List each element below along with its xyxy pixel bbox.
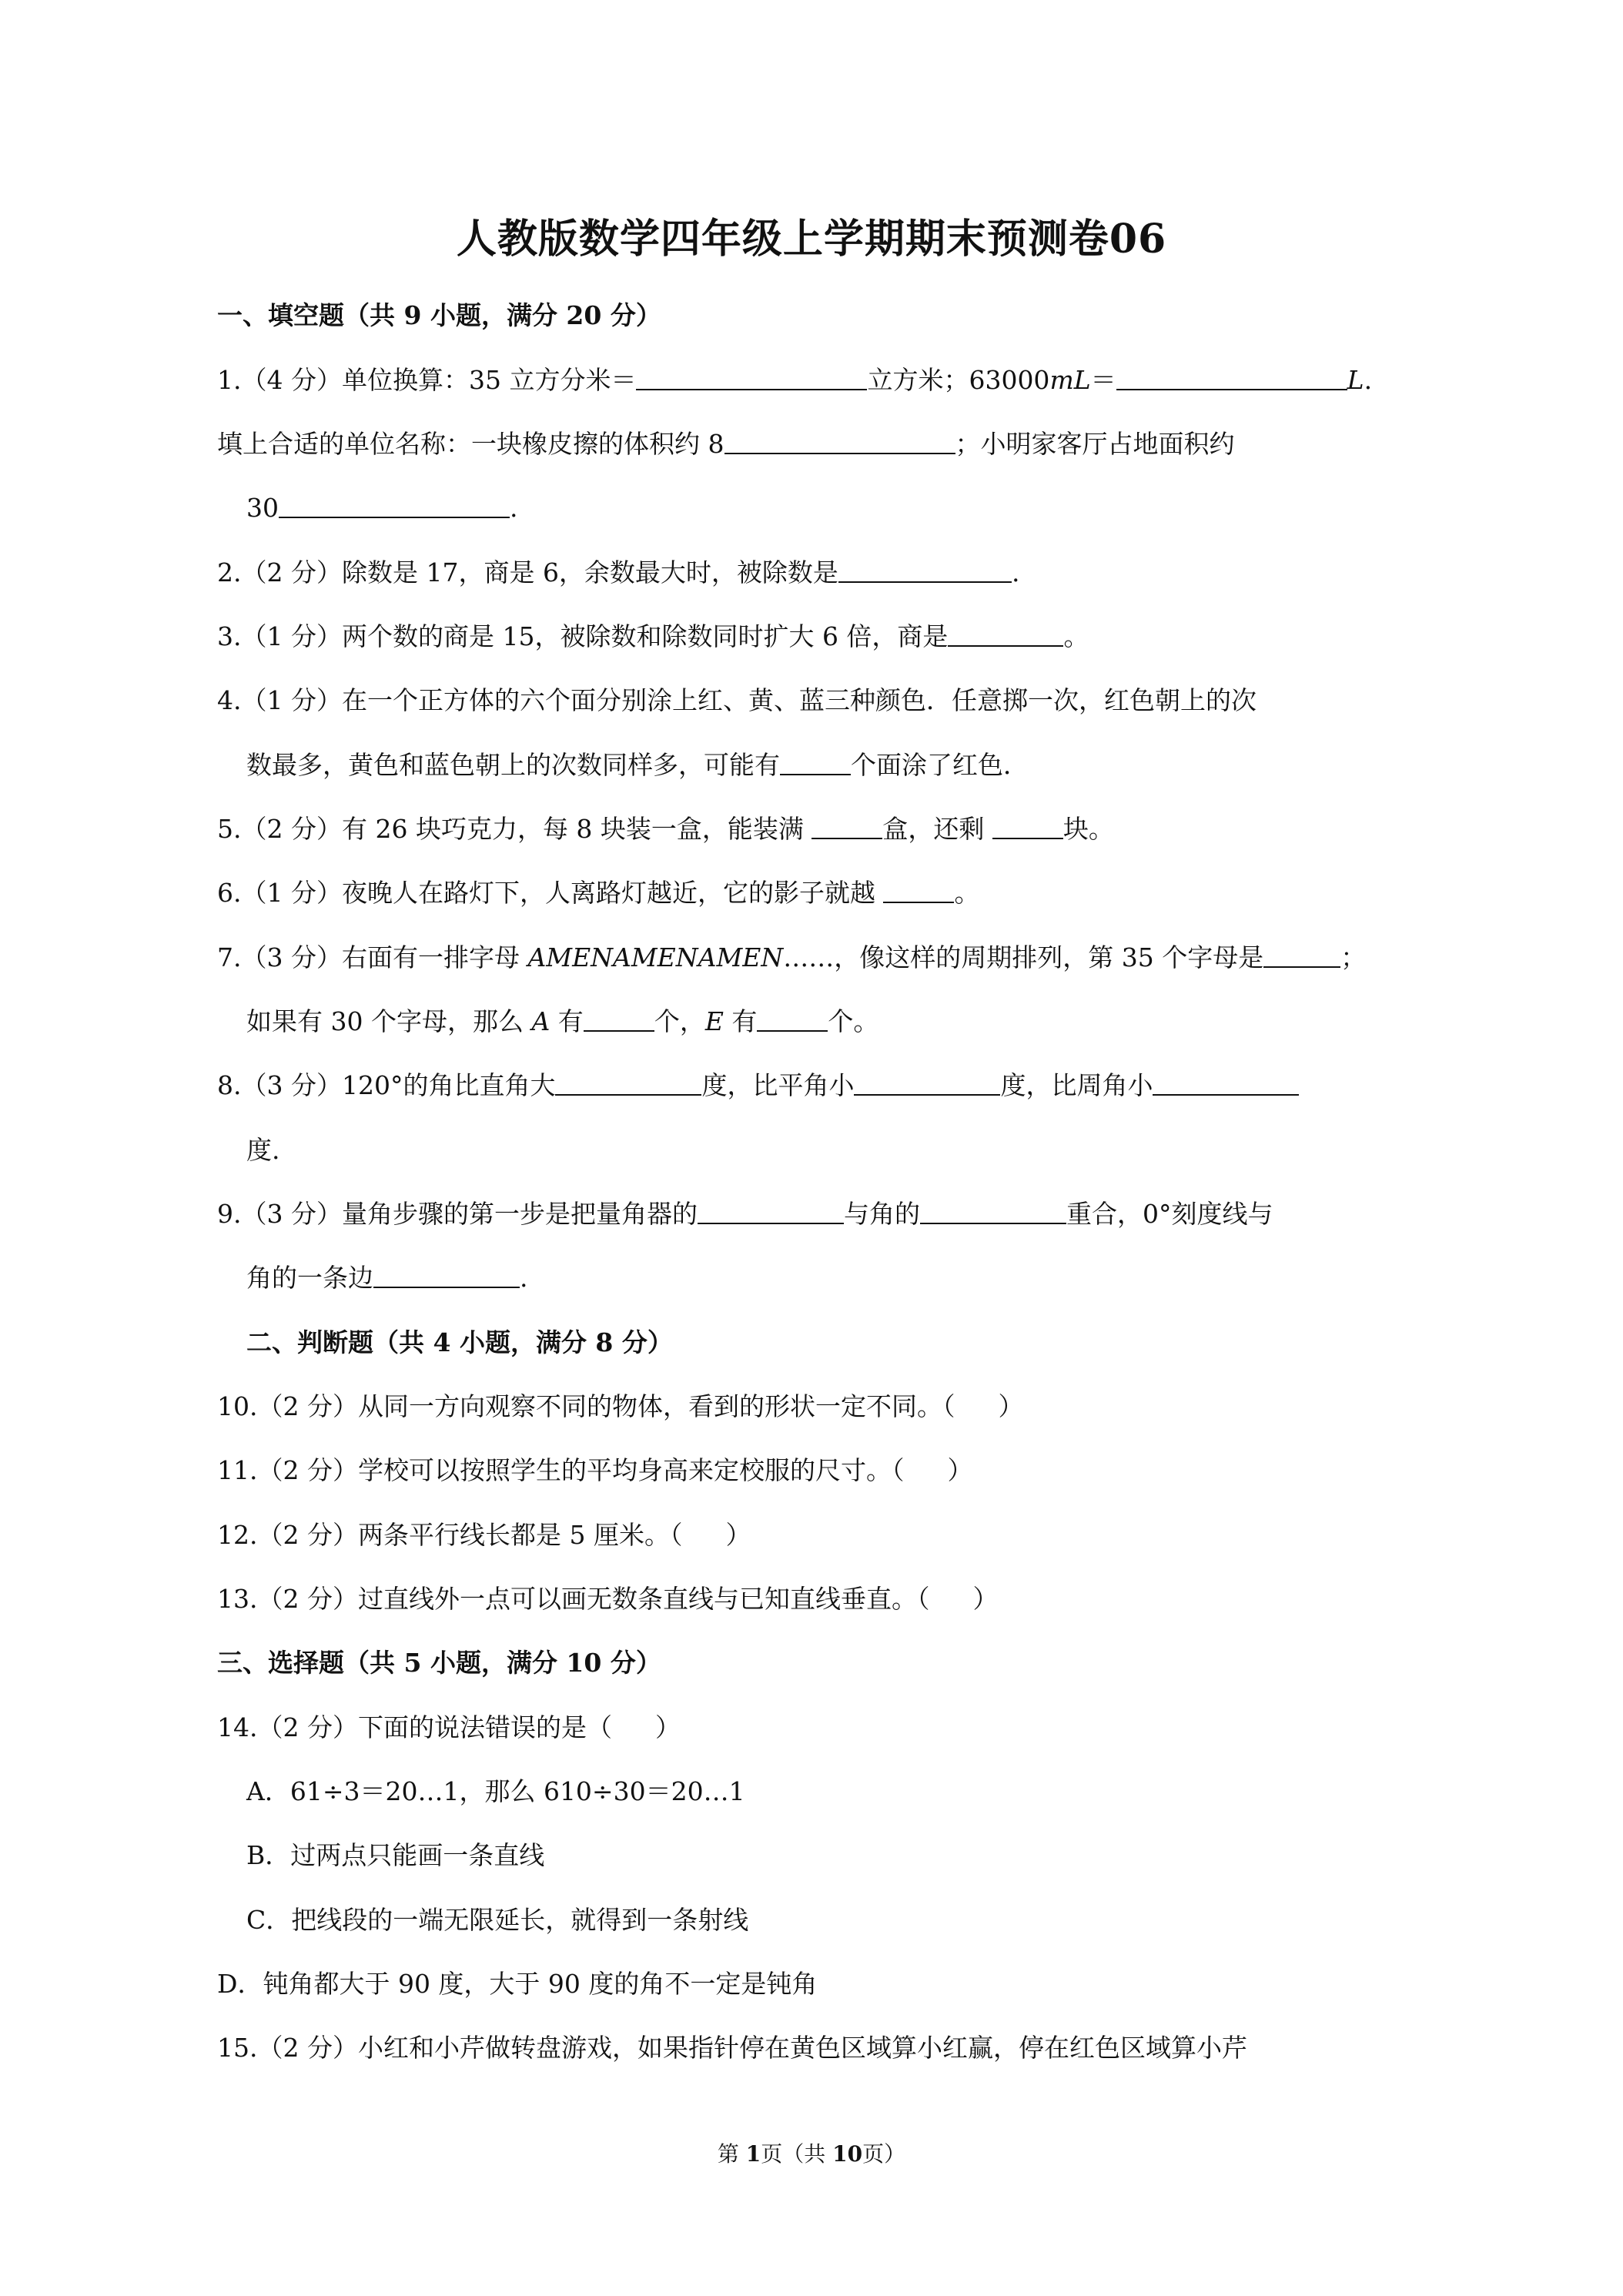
question-7-line-1: 7.（3 分）右面有一排字母 AMENAMENAMEN……，像这样的周期排列，第 35 个字母是 ； [217,942,1367,972]
section-heading-true-false: 二、判断题（共 4 小题，满分 8 分） [246,1327,673,1357]
question-7-line-2: 如果有 30 个字母，那么 A 有 个，E 有 个。 [246,1006,879,1036]
answer-blank[interactable] [780,751,851,775]
question-13: 13.（2 分）过直线外一点可以画无数条直线与已知直线垂直。（ ） [217,1584,999,1614]
question-8-line-1: 8.（3 分）120°的角比直角大 度，比平角小 度，比周角小 [217,1069,1403,1103]
question-1-line-2: 填上合适的单位名称：一块橡皮擦的体积约 8 ；小明家客厅占地面积约 [217,429,1235,459]
page-number-footer: 第 1页（共 10页） [717,2141,906,2167]
answer-blank[interactable] [555,1071,701,1096]
answer-blank[interactable] [948,622,1063,647]
answer-blank[interactable] [1263,943,1340,968]
question-4-line-1: 4.（1 分）在一个正方体的六个面分别涂上红、黄、蓝三种颜色．任意掷一次，红色朝上的次 [217,685,1257,715]
answer-blank[interactable] [883,879,954,903]
question-11: 11.（2 分）学校可以按照学生的平均身高来定校服的尺寸。（ ） [217,1455,973,1485]
question-1-line-3: 30 . [246,493,518,523]
answer-blank[interactable] [1153,1071,1299,1096]
answer-blank[interactable] [584,1007,654,1032]
question-14-option-b[interactable]: B．过两点只能画一条直线 [246,1840,545,1870]
question-12: 12.（2 分）两条平行线长都是 5 厘米。（ ） [217,1520,751,1550]
question-14-option-d[interactable]: D．钝角都大于 90 度，大于 90 度的角不一定是钝角 [217,1969,818,1999]
question-2: 2.（2 分）除数是 17，商是 6，余数最大时，被除数是 . [217,557,1020,587]
answer-blank[interactable] [812,815,882,839]
answer-blank[interactable] [279,494,510,518]
question-9-line-1: 9.（3 分）量角步骤的第一步是把量角器的 与角的 重合，0°刻度线与 [217,1199,1273,1229]
answer-blank[interactable] [698,1200,844,1224]
answer-blank[interactable] [636,366,867,390]
question-1-line-1: 1.（4 分）单位换算：35 立方分米＝ 立方米；63000mL＝ L. [217,365,1373,395]
answer-blank[interactable] [920,1200,1066,1224]
question-4-line-2: 数最多，黄色和蓝色朝上的次数同样多，可能有 个面涂了红色． [246,750,1029,780]
question-10: 10.（2 分）从同一方向观察不同的物体，看到的形状一定不同。（ ） [217,1391,1024,1421]
answer-blank[interactable] [1116,366,1347,390]
answer-blank[interactable] [724,430,955,454]
answer-blank[interactable] [854,1071,1000,1096]
question-5: 5.（2 分）有 26 块巧克力，每 8 块装一盒，能装满 盒，还剩 块。 [217,814,1114,844]
question-14-option-c[interactable]: C．把线段的一端无限延长，就得到一条射线 [246,1905,749,1935]
answer-blank[interactable] [992,815,1063,839]
section-heading-multiple-choice: 三、选择题（共 5 小题，满分 10 分） [217,1648,661,1678]
question-3: 3.（1 分）两个数的商是 15，被除数和除数同时扩大 6 倍，商是 。 [217,621,1089,651]
page-title: 人教版数学四年级上学期期末预测卷06 [456,216,1167,263]
question-8-line-2: 度. [246,1135,280,1165]
question-6: 6.（1 分）夜晚人在路灯下，人离路灯越近，它的影子就越 。 [217,878,980,908]
question-15-line-1: 15.（2 分）小红和小芹做转盘游戏，如果指针停在黄色区域算小红赢，停在红色区域算小芹 [217,2033,1247,2063]
answer-blank[interactable] [757,1007,828,1032]
section-heading-fill-in: 一、填空题（共 9 小题，满分 20 分） [217,300,661,330]
answer-blank[interactable] [373,1263,520,1288]
answer-blank[interactable] [838,558,1012,583]
question-9-line-2: 角的一条边 . [246,1263,528,1293]
question-14-option-a[interactable]: A．61÷3＝20…1，那么 610÷30＝20…1 [246,1776,745,1806]
question-14: 14.（2 分）下面的说法错误的是（ ） [217,1712,681,1742]
